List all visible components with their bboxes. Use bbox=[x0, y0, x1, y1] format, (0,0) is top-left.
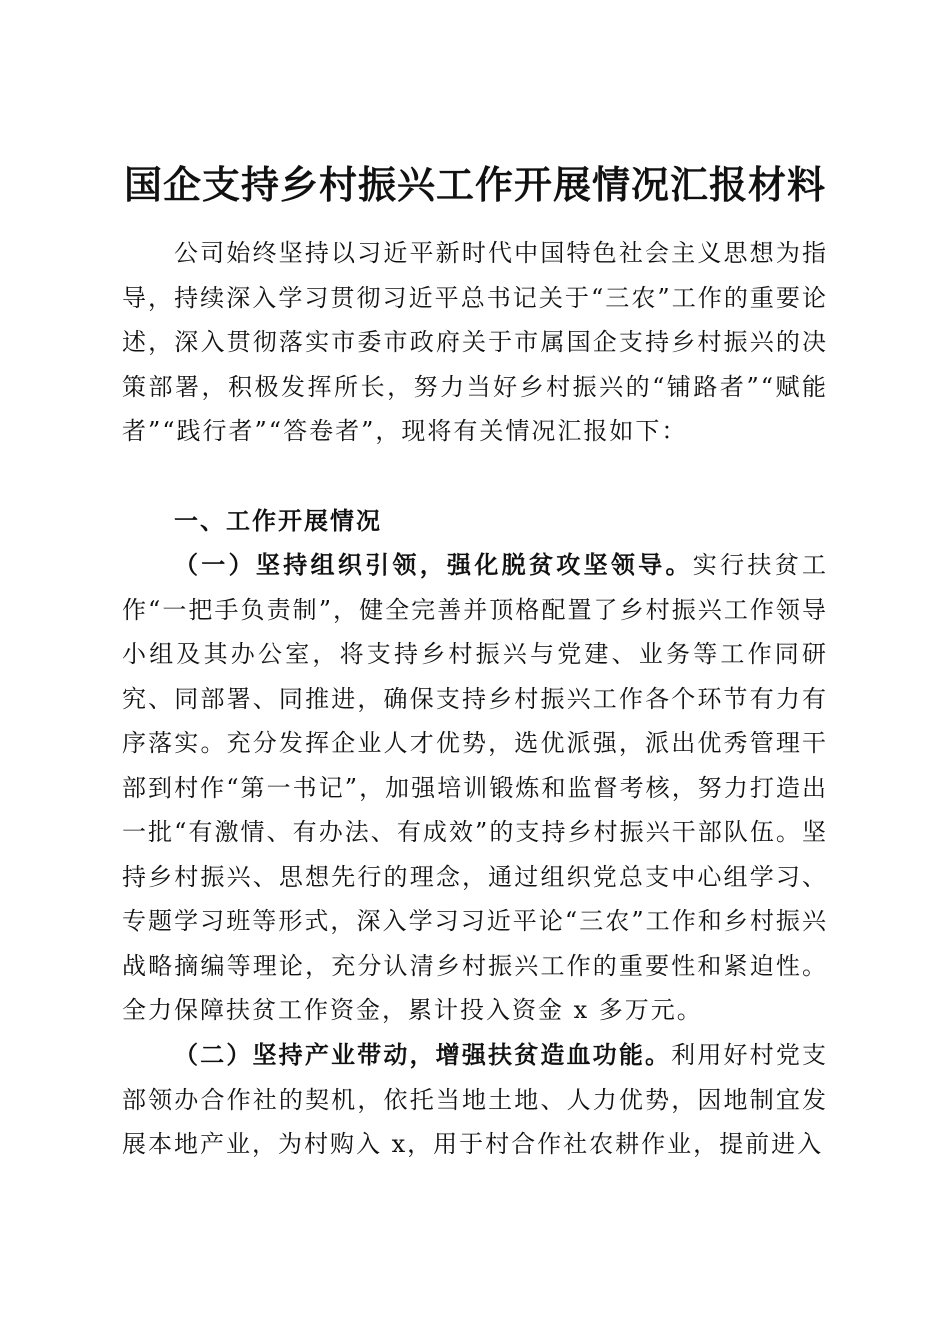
document-title: 国企支持乡村振兴工作开展情况汇报材料 bbox=[123, 162, 826, 208]
paragraph-body: 利用好村党支部领办合作社的契机，依托当地土地、人力优势，因地制宜发展本地产业，为村购入 x，用于村合作社农耕作业，提前进入 bbox=[122, 1041, 829, 1158]
paragraph-body: 实行扶贫工作“一把手负责制”，健全完善并顶格配置了乡村振兴工作领导小组及其办公室，将支持乡村振兴与党建、业务等工作同研究、同部署、同推进，确保支持乡村振兴工作各个环节有力有序落实。充分发挥企业人才优势，选优派强，派出优秀管理干部到村作“第一书记”，加强培训锻炼和监督考核，努力打造出一批“有激情、有办法、有成效”的支持乡村振兴干部队伍。坚持乡村振兴、思想先行的理念，通过组织党总支中心组学习、专题学习班等形式，深入学习习近平论“三农”工作和乡村振兴战略摘编等理论，充分认清乡村振兴工作的重要性和紧迫性。全力保障扶贫工作资金，累计投入资金 x 多万元。 bbox=[122, 551, 828, 1024]
section-heading: 一、工作开展情况 bbox=[174, 507, 382, 535]
paragraph-lead: （一）坚持组织引领，强化脱贫攻坚领导。 bbox=[174, 551, 693, 579]
paragraph-lead: （二）坚持产业带动，增强扶贫造血功能。 bbox=[174, 1041, 672, 1069]
intro-paragraph: 公司始终坚持以习近平新时代中国特色社会主义思想为指导，持续深入学习贯彻习近平总书记关于“三农”工作的重要论述，深入贯彻落实市委市政府关于市属国企支持乡村振兴的决策部署，积极发挥所长，努力当好乡村振兴的“铺路者”“赋能者”“践行者”“答卷者”，现将有关情况汇报如下： bbox=[122, 239, 828, 445]
paragraph-organization bbox=[122, 543, 828, 1033]
paragraph-industry bbox=[122, 1033, 828, 1167]
